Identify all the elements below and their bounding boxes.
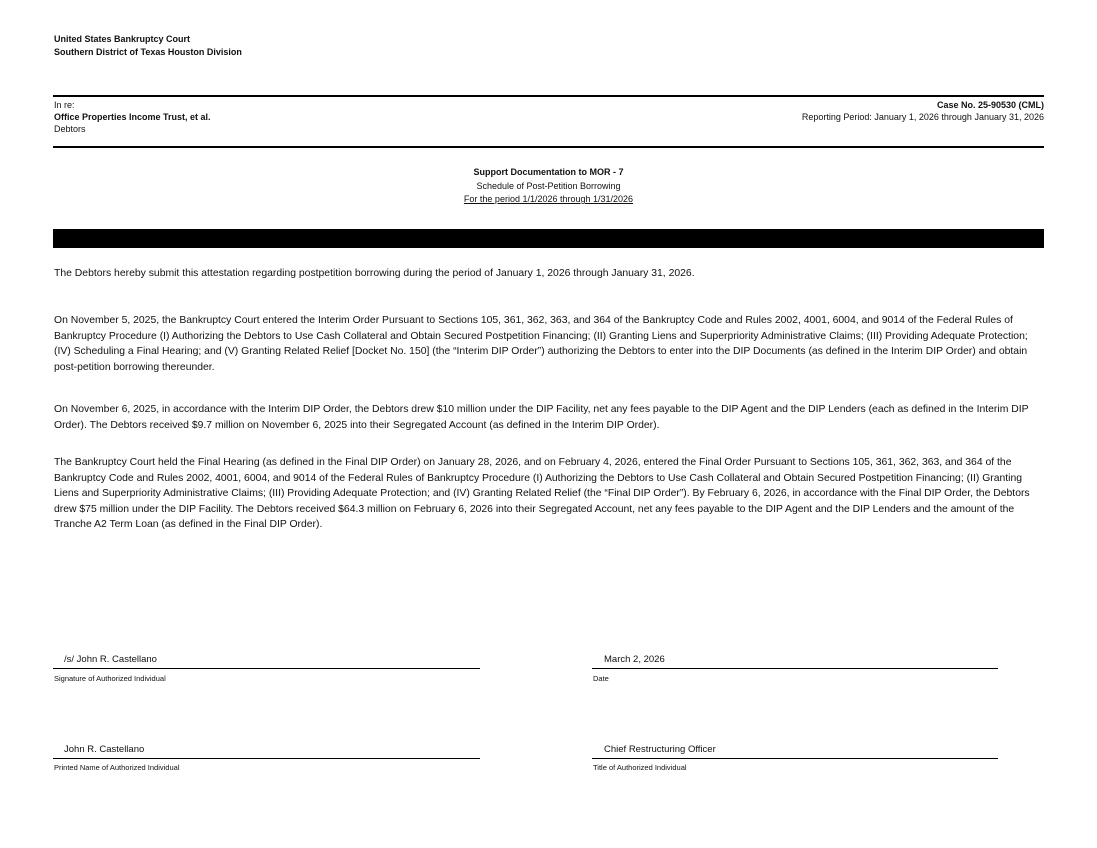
signature-value: /s/ John R. Castellano <box>64 654 157 665</box>
court-district: Southern District of Texas Houston Division <box>54 47 242 57</box>
document-title-block <box>0 166 1097 207</box>
final-order-paragraph: The Bankruptcy Court held the Final Hearing (as defined in the Final DIP Order) on January 28, 2026, and on February 4, 2026, entered the Final Order Pursuant to Sections 105, 361, 362, 363, and 364 of the Bankruptcy Code and Rules 2002, 4001, 6004, and 9014 of the Federal Rules of Bankruptcy Procedure (I) Authorizing the Debtors to Use Cash Collateral and Obtain Secured Postpetition Financing; (II) Granting Liens and Superpriority Administrative Claims; (III) Providing Adequate Protection; and (IV) Granting Related Relief (the “Final DIP Order”). By February 6, 2026, in accordance with the Final DIP Order, the Debtors drew $75 million under the DIP Facility. The Debtors received $64.3 million on February 6, 2026 into their Segregated Account, net any fees payable to the DIP Agent and the DIP Lenders and the amount of the Tranche A2 Term Loan (as defined in the Final DIP Order). <box>54 457 1030 530</box>
title-value: Chief Restructuring Officer <box>604 744 716 755</box>
date-value: March 2, 2026 <box>604 654 665 665</box>
document-subtitle: Schedule of Post-Petition Borrowing <box>476 180 621 191</box>
date-label: Date <box>593 674 609 683</box>
section-divider-bar <box>53 229 1044 248</box>
printed-name-value: John R. Castellano <box>64 744 145 755</box>
debtor-name: Office Properties Income Trust, et al. <box>54 112 211 122</box>
document-period: For the period 1/1/2026 through 1/31/2026 <box>463 194 634 204</box>
debtors-label: Debtors <box>54 124 86 134</box>
court-header <box>54 33 242 59</box>
reporting-period: Reporting Period: January 1, 2026 through January 31, 2026 <box>801 112 1044 122</box>
case-caption <box>54 99 211 135</box>
header-bottom-rule <box>53 146 1044 148</box>
title-label: Title of Authorized Individual <box>593 763 687 772</box>
attestation-paragraph: The Debtors hereby submit this attestation regarding postpetition borrowing during the period of January 1, 2026 through January 31, 2026. <box>54 268 695 279</box>
court-name: United States Bankruptcy Court <box>54 34 191 44</box>
case-number: Case No. 25-90530 (CML) <box>936 100 1044 110</box>
interim-order-paragraph: On November 5, 2025, the Bankruptcy Court entered the Interim Order Pursuant to Sections 105, 361, 362, 363, and 364 of the Bankruptcy Code and Rules 2002, 4001, 6004, and 9014 of the Federal Rules of Bankruptcy Procedure (I) Authorizing the Debtors to Use Cash Collateral and Obtain Secured Postpetition Financing; (II) Granting Liens and Superpriority Administrative Claims; (III) Providing Adequate Protection; (IV) Scheduling a Final Hearing; and (V) Granting Related Relief [Docket No. 150] (the “Interim DIP Order”) authorizing the Debtors to enter into the DIP Documents (as defined in the Interim DIP Order) and obtain post-petition borrowing thereunder. <box>54 315 1028 373</box>
printed-name-line <box>53 758 480 759</box>
signature-line <box>53 668 480 669</box>
in-re-label: In re: <box>54 100 75 110</box>
document-title: Support Documentation to MOR - 7 <box>473 167 624 177</box>
interim-draw-paragraph: On November 6, 2025, in accordance with the Interim DIP Order, the Debtors drew $10 million under the DIP Facility, net any fees payable to the DIP Agent and the DIP Lenders (each as defined in the Interim DIP Order). The Debtors received $9.7 million on November 6, 2025 into their Segregated Account (as defined in the Interim DIP Order). <box>54 404 1029 431</box>
title-line <box>592 758 998 759</box>
case-info <box>802 99 1044 123</box>
printed-name-label: Printed Name of Authorized Individual <box>54 763 180 772</box>
header-top-rule <box>53 95 1044 97</box>
date-line <box>592 668 998 669</box>
signature-label: Signature of Authorized Individual <box>54 674 166 683</box>
